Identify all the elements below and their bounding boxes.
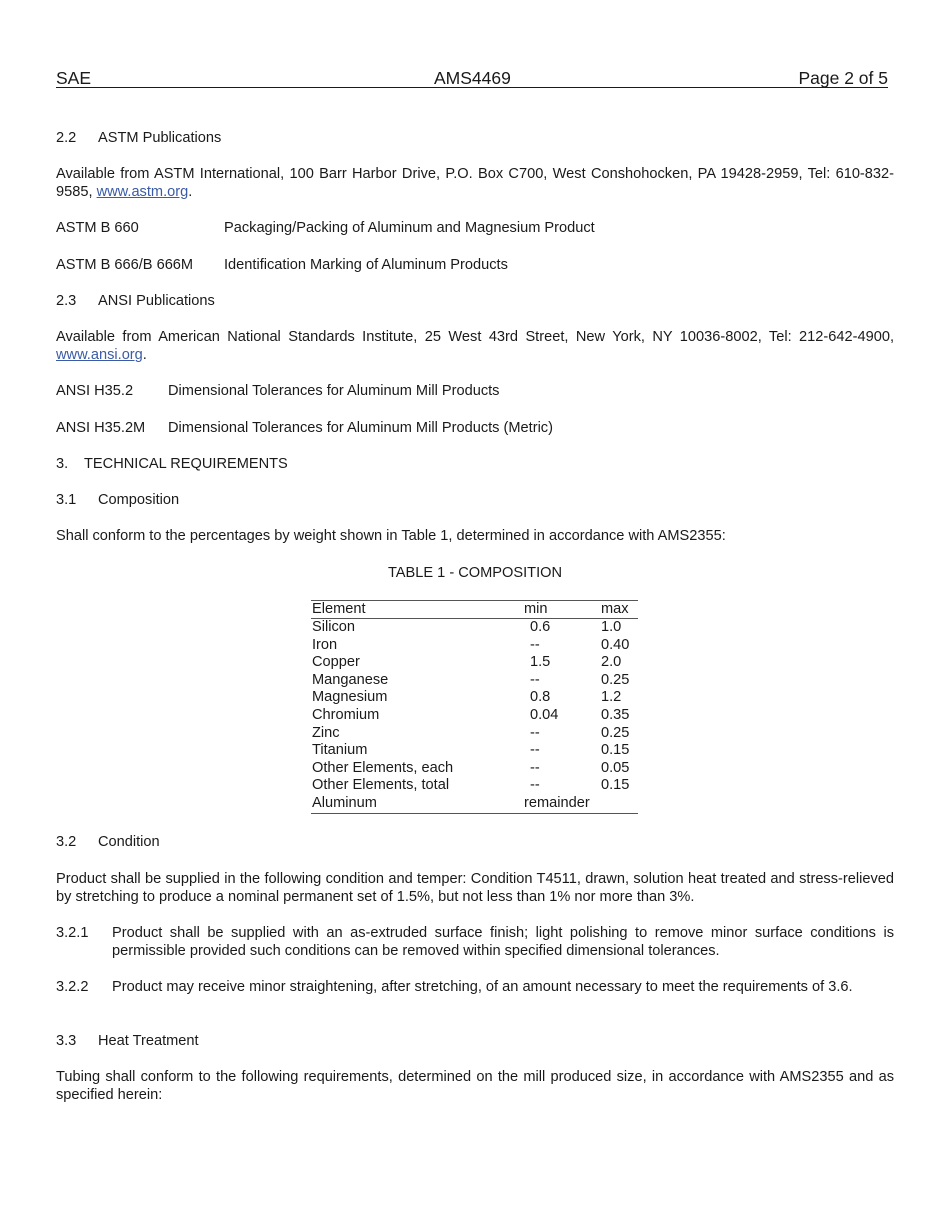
- table-bottom-rule: [311, 813, 638, 814]
- ansi-link[interactable]: www.ansi.org: [56, 347, 143, 363]
- table-cell-element: Magnesium: [312, 689, 388, 706]
- ref-code: ANSI H35.2M: [56, 420, 146, 436]
- table-cell-max: 0.05: [601, 759, 630, 776]
- table-cell-element: Titanium: [312, 742, 368, 759]
- astm-link[interactable]: www.astm.org: [96, 184, 189, 200]
- header-doc-number: AMS4469: [434, 68, 511, 88]
- table-cell-element: Zinc: [312, 724, 340, 741]
- table-cell-max: 1.0: [601, 619, 622, 635]
- table-cell-element: Other Elements, each: [312, 759, 454, 776]
- ansi-availability-paragraph: Available from American National Standards Institute, 25 West 43rd Street, New York, NY 10036-8002, Tel: 212-642-4900, www.ansi.org.: [56, 329, 894, 363]
- heat-treatment-paragraph: Tubing shall conform to the following requirements, determined on the mill produced size, in accordance with AMS2355 and as specified herein:: [56, 1069, 894, 1103]
- section-3-1-title: Composition: [98, 492, 180, 508]
- table-header-element: Element: [312, 601, 366, 617]
- table-cell-max: 0.15: [601, 742, 630, 759]
- table-cell-max: 0.25: [601, 724, 630, 741]
- table-cell-min: 0.04: [530, 707, 559, 723]
- table-cell-min: --: [530, 742, 540, 759]
- ref-description: Identification Marking of Aluminum Products: [224, 257, 508, 273]
- header-page-number: Page 2 of 5: [798, 68, 888, 88]
- section-3-2-2-number: 3.2.2: [56, 979, 89, 995]
- section-3-2-1-text: Product shall be supplied with an as-extruded surface finish; light polishing to remove minor surface conditions is permissible provided such conditions can be removed within specified dimensional tolerances.: [112, 925, 894, 959]
- ref-description: Dimensional Tolerances for Aluminum Mill Products: [168, 383, 500, 399]
- table-cell-min: remainder: [524, 795, 590, 811]
- table-header-min: min: [524, 601, 548, 617]
- table-cell-min: --: [530, 671, 540, 688]
- section-3-3-title: Heat Treatment: [98, 1033, 199, 1049]
- table-caption: TABLE 1 - COMPOSITION: [387, 565, 563, 581]
- section-2-3-title: ANSI Publications: [98, 293, 215, 309]
- table-cell-min: 1.5: [530, 654, 551, 671]
- table-cell-element: Other Elements, total: [312, 777, 450, 794]
- composition-paragraph: Shall conform to the percentages by weight shown in Table 1, determined in accordance with AMS2355:: [56, 528, 726, 544]
- table-cell-min: --: [530, 724, 540, 741]
- table-cell-max: 1.2: [601, 689, 622, 706]
- table-cell-element: Aluminum: [312, 795, 377, 811]
- ref-code: ANSI H35.2: [56, 383, 134, 399]
- table-cell-element: Chromium: [312, 707, 380, 723]
- table-cell-max: 0.35: [601, 707, 630, 723]
- section-2-2-number: 2.2: [56, 130, 77, 146]
- section-3-2-1-number: 3.2.1: [56, 925, 89, 941]
- header-org: SAE: [56, 68, 92, 88]
- section-2-3-number: 2.3: [56, 293, 77, 309]
- table-cell-min: 0.8: [530, 689, 551, 706]
- table-cell-min: --: [530, 636, 540, 653]
- section-2-2-title: ASTM Publications: [98, 130, 222, 146]
- section-3-2-2-text: Product may receive minor straightening, after stretching, of an amount necessary to meet the requirements of 3.6.: [112, 979, 853, 995]
- ref-code: ASTM B 666/B 666M: [56, 257, 194, 273]
- table-cell-element: Manganese: [312, 671, 389, 688]
- section-3-2-title: Condition: [98, 834, 160, 850]
- table-cell-element: Silicon: [312, 619, 355, 635]
- condition-paragraph: Product shall be supplied in the following condition and temper: Condition T4511, drawn, solution heat treated and stress-relieved by stretching to produce a nominal permanent set of 1.5%, but not less than 1% nor more than 3%.: [56, 871, 894, 905]
- table-cell-element: Copper: [312, 654, 360, 671]
- table-header-max: max: [601, 601, 629, 617]
- table-header-rule: [311, 618, 638, 619]
- table-cell-min: --: [530, 759, 540, 776]
- section-3-1-number: 3.1: [56, 492, 77, 508]
- section-3-number: 3.: [56, 456, 69, 472]
- ref-description: Dimensional Tolerances for Aluminum Mill Products (Metric): [168, 420, 553, 436]
- section-3-3-number: 3.3: [56, 1033, 77, 1049]
- ref-description: Packaging/Packing of Aluminum and Magnesium Product: [224, 220, 595, 236]
- table-cell-max: 2.0: [601, 654, 622, 671]
- ref-code: ASTM B 660: [56, 220, 139, 236]
- astm-availability-paragraph: Available from ASTM International, 100 Barr Harbor Drive, P.O. Box C700, West Conshohocken, PA 19428-2959, Tel: 610-832-9585, www.astm.org.: [56, 166, 894, 200]
- table-cell-element: Iron: [312, 636, 338, 653]
- table-cell-min: 0.6: [530, 619, 551, 635]
- table-cell-max: 0.40: [601, 636, 630, 653]
- section-3-title: TECHNICAL REQUIREMENTS: [84, 456, 288, 472]
- header-rule: [56, 87, 888, 88]
- section-3-2-number: 3.2: [56, 834, 77, 850]
- table-cell-max: 0.15: [601, 777, 630, 794]
- table-cell-min: --: [530, 777, 540, 794]
- table-cell-max: 0.25: [601, 671, 630, 688]
